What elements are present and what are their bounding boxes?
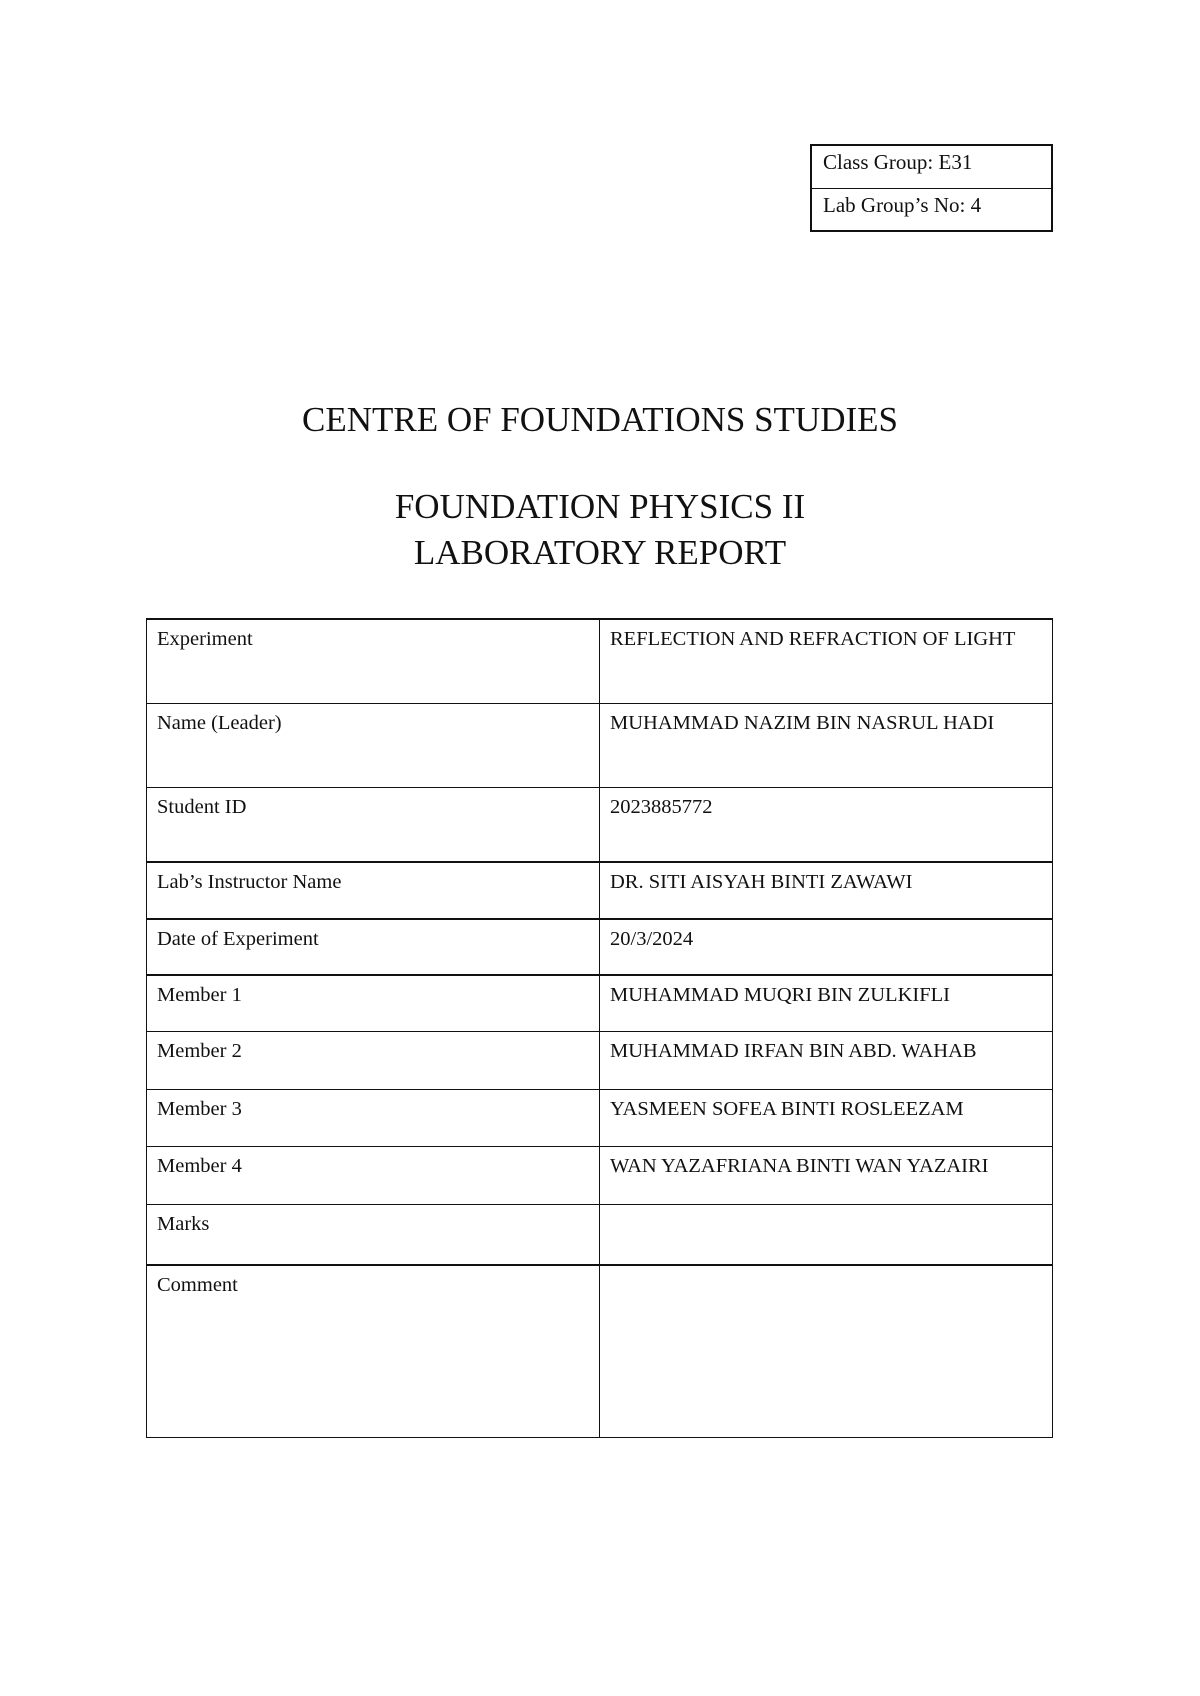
row-label: Member 4 xyxy=(147,1146,600,1204)
table-row xyxy=(147,787,1053,862)
report-info-table xyxy=(146,618,1053,1438)
table-row xyxy=(147,703,1053,787)
row-label: Date of Experiment xyxy=(147,919,600,975)
row-label: Comment xyxy=(147,1265,600,1437)
row-label: Member 2 xyxy=(147,1031,600,1089)
row-value xyxy=(600,1204,1053,1265)
row-label: Student ID xyxy=(147,787,600,862)
row-value: YASMEEN SOFEA BINTI ROSLEEZAM xyxy=(600,1089,1053,1146)
row-value: MUHAMMAD NAZIM BIN NASRUL HADI xyxy=(600,703,1053,787)
row-value: REFLECTION AND REFRACTION OF LIGHT xyxy=(600,619,1053,703)
row-value: WAN YAZAFRIANA BINTI WAN YAZAIRI xyxy=(600,1146,1053,1204)
table-row xyxy=(147,1089,1053,1146)
table-row xyxy=(147,619,1053,703)
table-row xyxy=(147,1031,1053,1089)
row-value xyxy=(600,1265,1053,1437)
row-label: Name (Leader) xyxy=(147,703,600,787)
course-heading: FOUNDATION PHYSICS II xyxy=(394,487,806,526)
group-info-box xyxy=(810,144,1053,232)
table-row xyxy=(147,862,1053,919)
centre-heading: CENTRE OF FOUNDATIONS STUDIES xyxy=(301,400,898,439)
row-label: Lab’s Instructor Name xyxy=(147,862,600,919)
row-label: Member 1 xyxy=(147,975,600,1031)
table-row xyxy=(147,919,1053,975)
report-heading: LABORATORY REPORT xyxy=(413,533,787,572)
row-value: MUHAMMAD IRFAN BIN ABD. WAHAB xyxy=(600,1031,1053,1089)
table-row xyxy=(147,1204,1053,1265)
row-label: Marks xyxy=(147,1204,600,1265)
table-row xyxy=(147,1265,1053,1437)
row-value: 20/3/2024 xyxy=(600,919,1053,975)
class-group: Class Group: E31 xyxy=(823,150,973,174)
row-value: MUHAMMAD MUQRI BIN ZULKIFLI xyxy=(600,975,1053,1031)
row-value: DR. SITI AISYAH BINTI ZAWAWI xyxy=(600,862,1053,919)
row-value: 2023885772 xyxy=(600,787,1053,862)
row-label: Experiment xyxy=(147,619,600,703)
lab-group-number: Lab Group’s No: 4 xyxy=(812,188,1051,230)
table-row xyxy=(147,1146,1053,1204)
row-label: Member 3 xyxy=(147,1089,600,1146)
table-row xyxy=(147,975,1053,1031)
